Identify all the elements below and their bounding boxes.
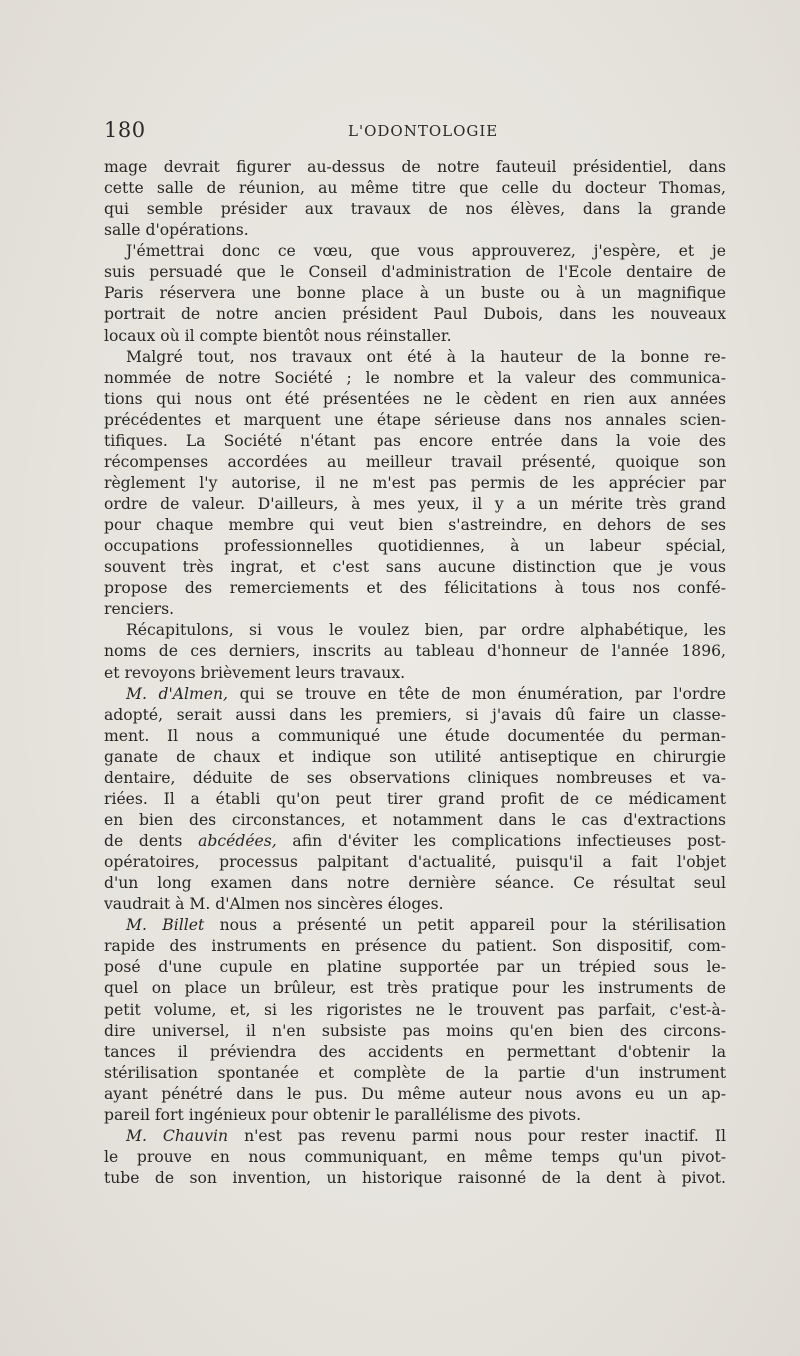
text-line bbox=[104, 747, 726, 768]
text-line bbox=[104, 852, 726, 873]
text-segment: renciers. bbox=[104, 600, 175, 619]
text-segment: Récapitulons, si vous le voulez bien, par ordre alphabétique, les bbox=[126, 621, 726, 640]
text-line bbox=[104, 431, 726, 452]
text-segment: pour chaque membre qui veut bien s'astreindre, en dehors de ses bbox=[104, 516, 726, 535]
text-line bbox=[104, 494, 726, 515]
text-line bbox=[104, 1042, 726, 1063]
text-segment: de dents bbox=[104, 832, 199, 850]
italic-name: M. d'Almen, bbox=[126, 684, 229, 703]
text-line bbox=[104, 978, 726, 999]
text-line bbox=[104, 684, 726, 705]
text-line bbox=[104, 1168, 726, 1189]
text-segment: Paris réservera une bonne place à un buste ou à un magnifique bbox=[104, 284, 726, 303]
text-line bbox=[104, 326, 726, 347]
text-line bbox=[104, 220, 726, 241]
text-line bbox=[104, 620, 726, 641]
text-line bbox=[104, 199, 726, 220]
text-line bbox=[104, 578, 726, 599]
text-line bbox=[104, 726, 726, 747]
text-line bbox=[104, 389, 726, 410]
running-title: L'ODONTOLOGIE bbox=[348, 122, 499, 140]
text-segment: cette salle de réunion, au même titre que celle du docteur Thomas, bbox=[104, 179, 726, 198]
text-segment: adopté, serait aussi dans les premiers, si j'avais dû faire un classe- bbox=[104, 705, 726, 724]
text-line bbox=[104, 641, 726, 662]
text-segment: pareil fort ingénieux pour obtenir le parallélisme des pivots. bbox=[104, 1105, 582, 1124]
text-line bbox=[104, 663, 726, 684]
text-segment: d'un long examen dans notre dernière séance. Ce résultat seul bbox=[104, 874, 726, 893]
text-segment: qui se trouve en tête de mon énumération, par l'ordre bbox=[228, 684, 726, 703]
text-line bbox=[104, 1126, 726, 1147]
italic-name: M. Billet bbox=[126, 916, 205, 935]
text-segment: stérilisation spontanée et complète de la partie d'un instrument bbox=[104, 1063, 726, 1082]
text-line bbox=[104, 599, 726, 620]
text-segment: rapide des instruments en présence du patient. Son dispositif, com- bbox=[104, 937, 726, 956]
text-line bbox=[104, 515, 726, 536]
text-line bbox=[104, 452, 726, 473]
text-segment: ayant pénétré dans le pus. Du même auteur nous avons eu un ap- bbox=[104, 1084, 726, 1103]
text-segment: Malgré tout, nos travaux ont été à la hauteur de la bonne re- bbox=[126, 347, 726, 366]
text-segment: locaux où il compte bientôt nous réinstaller. bbox=[104, 326, 452, 345]
text-line bbox=[104, 347, 726, 368]
text-line bbox=[104, 368, 726, 389]
text-line bbox=[104, 473, 726, 494]
text-segment: tube de son invention, un historique raisonné de la dent à pivot. bbox=[104, 1169, 726, 1187]
text-segment: en bien des circonstances, et notamment dans le cas d'extractions bbox=[104, 810, 726, 829]
text-line bbox=[104, 915, 726, 936]
text-segment: règlement l'y autorise, il ne m'est pas permis de les apprécier par bbox=[104, 473, 726, 492]
page-number: 180 bbox=[104, 118, 146, 142]
text-segment: récompenses accordées au meilleur travail présenté, quoique son bbox=[104, 452, 726, 471]
text-line bbox=[104, 1147, 726, 1168]
text-line bbox=[104, 1105, 726, 1126]
text-segment: riées. Il a établi qu'on peut tirer grand profit de ce médicament bbox=[104, 789, 726, 808]
text-segment: opératoires, processus palpitant d'actualité, puisqu'il a fait l'objet bbox=[104, 853, 726, 872]
text-line bbox=[104, 789, 726, 810]
text-line bbox=[104, 810, 726, 831]
text-line bbox=[104, 283, 726, 304]
text-segment: salle d'opérations. bbox=[104, 221, 249, 240]
text-line bbox=[104, 894, 726, 915]
text-segment: et revoyons brièvement leurs travaux. bbox=[104, 663, 406, 682]
text-line bbox=[104, 1063, 726, 1084]
text-line bbox=[104, 831, 726, 852]
text-segment: noms de ces derniers, inscrits au tableau d'honneur de l'année 1896, bbox=[104, 642, 726, 661]
text-line bbox=[104, 705, 726, 726]
text-line bbox=[104, 936, 726, 957]
text-segment: portrait de notre ancien président Paul Dubois, dans les nouveaux bbox=[104, 305, 726, 324]
text-line bbox=[104, 768, 726, 789]
text-segment: dire universel, il n'en subsiste pas moins qu'en bien des circons- bbox=[104, 1021, 726, 1040]
text-line bbox=[104, 1084, 726, 1105]
text-line bbox=[104, 304, 726, 325]
text-segment: mage devrait figurer au-dessus de notre fauteuil présidentiel, dans bbox=[104, 158, 726, 176]
text-segment: quel on place un brûleur, est très pratique pour les instruments de bbox=[104, 979, 726, 998]
text-segment: qui semble présider aux travaux de nos élèves, dans la grande bbox=[104, 200, 726, 219]
text-segment: posé d'une cupule en platine supportée par un trépied sous le- bbox=[104, 958, 726, 977]
page-header bbox=[104, 118, 724, 146]
text-segment: ordre de valeur. D'ailleurs, à mes yeux, il y a un mérite très grand bbox=[104, 495, 726, 513]
text-segment: n'est pas revenu parmi nous pour rester inactif. Il bbox=[228, 1126, 726, 1145]
text-segment: nommée de notre Société ; le nombre et la valeur des communica- bbox=[104, 368, 726, 387]
text-line bbox=[104, 178, 726, 199]
text-line bbox=[104, 873, 726, 894]
italic-name: M. Chauvin bbox=[126, 1126, 229, 1145]
text-segment: afin d'éviter les complications infectieuses post- bbox=[276, 832, 726, 850]
text-line bbox=[104, 241, 726, 262]
text-line bbox=[104, 1021, 726, 1042]
text-line bbox=[104, 557, 726, 578]
text-segment: propose des remerciements et des félicitations à tous nos confé- bbox=[104, 579, 726, 598]
text-line bbox=[104, 410, 726, 431]
text-segment: nous a présenté un petit appareil pour la stérilisation bbox=[204, 916, 726, 935]
text-segment: tifiques. La Société n'étant pas encore entrée dans la voie des bbox=[104, 431, 726, 450]
text-line bbox=[104, 1000, 726, 1021]
text-segment: occupations professionnelles quotidiennes, à un labeur spécial, bbox=[104, 537, 726, 556]
text-segment: J'émettrai donc ce vœu, que vous approuverez, j'espère, et je bbox=[126, 242, 726, 261]
text-line bbox=[104, 957, 726, 978]
italic-name: abcédées, bbox=[198, 832, 277, 850]
text-segment: souvent très ingrat, et c'est sans aucune distinction que je vous bbox=[104, 558, 726, 577]
body-text bbox=[104, 157, 726, 1189]
text-segment: précédentes et marquent une étape sérieuse dans nos annales scien- bbox=[104, 410, 726, 429]
text-line bbox=[104, 536, 726, 557]
text-segment: tances il préviendra des accidents en permettant d'obtenir la bbox=[104, 1042, 726, 1061]
text-segment: suis persuadé que le Conseil d'administration de l'Ecole dentaire de bbox=[104, 263, 726, 282]
text-line bbox=[104, 157, 726, 178]
text-segment: dentaire, déduite de ses observations cliniques nombreuses et va- bbox=[104, 768, 726, 787]
text-line bbox=[104, 262, 726, 283]
text-segment: ment. Il nous a communiqué une étude documentée du perman- bbox=[104, 726, 726, 745]
text-segment: vaudrait à M. d'Almen nos sincères éloges. bbox=[104, 895, 444, 914]
text-segment: le prouve en nous communiquant, en même temps qu'un pivot- bbox=[104, 1147, 726, 1166]
text-segment: petit volume, et, si les rigoristes ne le trouvent pas parfait, c'est-à- bbox=[104, 1000, 726, 1019]
text-segment: tions qui nous ont été présentées ne le cèdent en rien aux années bbox=[104, 389, 726, 408]
text-segment: ganate de chaux et indique son utilité antiseptique en chirurgie bbox=[104, 747, 726, 766]
